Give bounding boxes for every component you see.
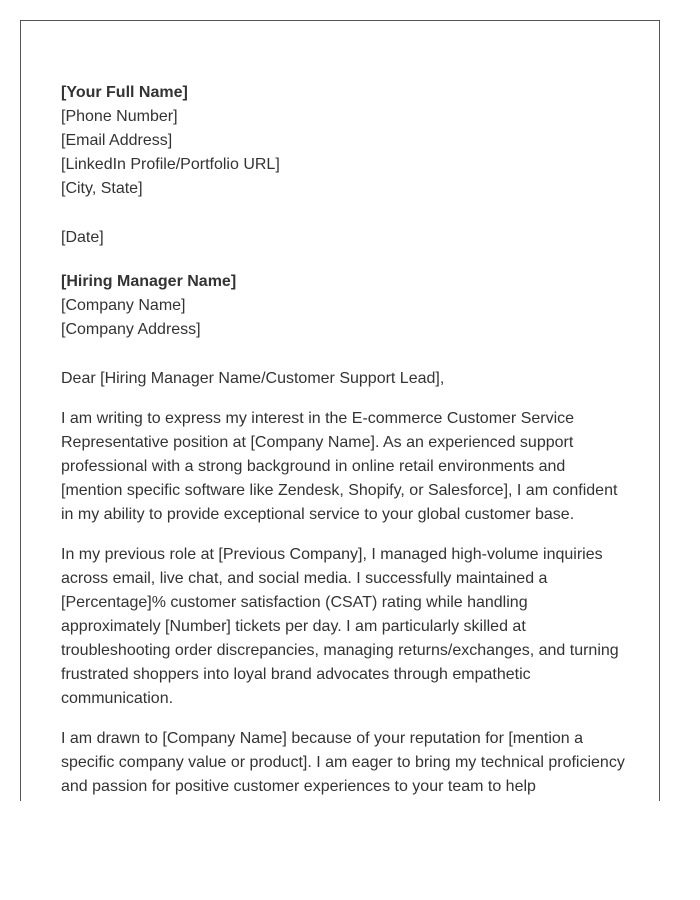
sender-name: [Your Full Name]	[61, 84, 188, 101]
body-paragraph-3: I am drawn to [Company Name] because of your reputation for [mention a specific company value or product]. I am eager to bring my technical proficiency and passion for positive customer experiences to your team to help	[61, 730, 625, 795]
body-paragraph-1: I am writing to express my interest in the E-commerce Customer Service Representative position at [Company Name]. As an experienced support professional with a strong background in online retail environments and [mention specific software like Zendesk, Shopify, or Salesforce], I am confident in my ability to provide exceptional service to your global customer base.	[61, 410, 618, 523]
letter-page	[20, 20, 660, 801]
sender-phone: [Phone Number]	[61, 108, 178, 125]
letter-content	[61, 81, 626, 799]
sender-email: [Email Address]	[61, 132, 173, 149]
salutation: Dear [Hiring Manager Name/Customer Support Lead],	[61, 370, 445, 387]
body-paragraph-2: In my previous role at [Previous Company], I managed high-volume inquiries across email, live chat, and social media. I successfully maintained a [Percentage]% customer satisfaction (CSAT) rating while handling approximately [Number] tickets per day. I am particularly skilled at troubleshooting order discrepancies, managing returns/exchanges, and turning frustrated shoppers into loyal brand advocates through empathetic communication.	[61, 546, 619, 707]
recipient-name: [Hiring Manager Name]	[61, 273, 237, 290]
recipient-block	[61, 270, 626, 342]
sender-linkedin: [LinkedIn Profile/Portfolio URL]	[61, 156, 280, 173]
sender-block	[61, 81, 626, 201]
sender-location: [City, State]	[61, 180, 143, 197]
recipient-company: [Company Name]	[61, 297, 186, 314]
recipient-address: [Company Address]	[61, 321, 201, 338]
letter-date: [Date]	[61, 229, 104, 246]
